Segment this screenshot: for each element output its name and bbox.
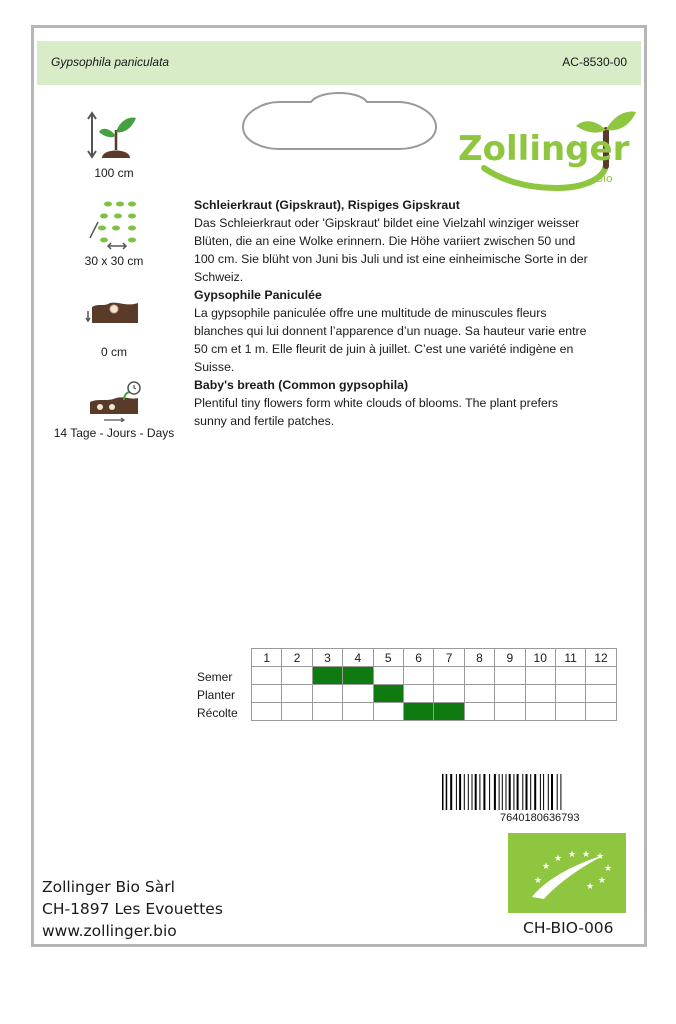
svg-text:★: ★ <box>582 850 591 860</box>
logo-bio-tag: bio <box>596 172 613 185</box>
calendar-cell <box>282 685 312 703</box>
calendar-cell <box>555 703 585 721</box>
plant-height-icon <box>84 110 144 162</box>
barcode-bar <box>479 774 480 810</box>
calendar-month-6: 6 <box>403 649 433 667</box>
calendar-cell <box>525 667 555 685</box>
barcode-bar <box>450 774 452 810</box>
spacing-label: 30 x 30 cm <box>84 254 144 268</box>
calendar-cell <box>252 667 282 685</box>
germination-label: 14 Tage - Jours - Days <box>53 426 175 440</box>
barcode-bar <box>456 774 457 810</box>
barcode-bar <box>543 774 544 810</box>
barcode-image <box>440 774 620 812</box>
barcode-number: 7640180636793 <box>500 812 580 824</box>
germination-time-icon <box>84 380 144 422</box>
barcode-bar <box>551 774 553 810</box>
svg-text:★: ★ <box>534 876 543 886</box>
calendar-cell <box>252 703 282 721</box>
barcode-bar <box>557 774 558 810</box>
calendar-cell <box>312 703 342 721</box>
calendar-month-12: 12 <box>586 649 616 667</box>
calendar-cell <box>495 703 525 721</box>
company-website: www.zollinger.bio <box>42 922 177 940</box>
calendar-row <box>252 703 617 721</box>
certification-code: CH-BIO-006 <box>523 919 614 937</box>
calendar-cell <box>343 685 373 703</box>
spacing-info <box>44 198 184 268</box>
latin-name: Gypsophila paniculata <box>51 55 170 69</box>
depth-info <box>44 293 184 359</box>
barcode-bar <box>522 774 523 810</box>
barcode-bar <box>472 774 473 810</box>
header-bar <box>37 41 641 85</box>
calendar-month-4: 4 <box>343 649 373 667</box>
calendar-month-9: 9 <box>495 649 525 667</box>
description-text-de: Das Schleierkraut oder 'Gipskraut' bildet eine Vielzahl winziger weisser Blüten, die an eine Wolke erinnern. Die Höhe variiert zwischen 50 und 100 cm. Sie blüht von Juni bis Juli und ist eine einheimische Sorte in der Schweiz. <box>194 216 588 284</box>
calendar-cell <box>373 667 403 685</box>
calendar-cell <box>312 685 342 703</box>
eu-organic-leaf-logo <box>508 833 626 913</box>
calendar-month-10: 10 <box>525 649 555 667</box>
calendar-month-8: 8 <box>464 649 494 667</box>
calendar-month-1: 1 <box>252 649 282 667</box>
barcode-bar <box>459 774 461 810</box>
svg-text:★: ★ <box>568 850 577 860</box>
barcode-bar <box>509 774 511 810</box>
logo-wordmark: Zollinger <box>458 129 630 169</box>
description-heading-de: Schleierkraut (Gipskraut), Rispiges Gipskraut <box>194 198 460 212</box>
calendar-cell <box>464 667 494 685</box>
calendar-row <box>252 667 617 685</box>
planting-calendar <box>251 648 617 721</box>
calendar-cell <box>434 667 464 685</box>
company-name: Zollinger Bio Sàrl <box>42 878 175 896</box>
calendar-cell <box>555 685 585 703</box>
article-code: AC-8530-00 <box>562 55 627 69</box>
calendar-month-5: 5 <box>373 649 403 667</box>
svg-text:★: ★ <box>586 882 595 892</box>
company-address <box>42 876 223 942</box>
calendar-cell <box>343 667 373 685</box>
barcode-bar <box>502 774 503 810</box>
barcode-bar <box>534 774 536 810</box>
calendar-cell <box>555 667 585 685</box>
calendar-row-label-harvest: Récolte <box>197 706 238 720</box>
description-heading-fr: Gypsophile Paniculée <box>194 288 322 302</box>
svg-text:★: ★ <box>604 864 613 874</box>
height-info <box>44 110 184 180</box>
barcode-bar <box>468 774 469 810</box>
description-text-en: Plentiful tiny flowers form white clouds of blooms. The plant prefers sunny and fertile patches. <box>194 396 559 428</box>
calendar-cell <box>403 667 433 685</box>
calendar-cell <box>343 703 373 721</box>
calendar-cell <box>403 703 433 721</box>
svg-text:★: ★ <box>542 862 551 872</box>
calendar-cell <box>586 685 616 703</box>
calendar-cell <box>403 685 433 703</box>
plant-spacing-icon <box>84 198 144 250</box>
calendar-cell <box>282 667 312 685</box>
germination-info <box>44 380 184 440</box>
hanger-hole-cloud-icon <box>239 90 439 152</box>
calendar-row <box>252 685 617 703</box>
description-text-fr: La gypsophile paniculée offre une multitude de minuscules fleurs blanches qui lui donnent l’apparence d’un nuage. Sa hauteur varie entre 50 cm et 1 m. Elle fleurit de juin à juillet. C’est une variété indigène en Suisse. <box>194 306 587 374</box>
barcode-bar <box>548 774 549 810</box>
calendar-row-label-sow: Semer <box>197 670 233 684</box>
calendar-cell <box>434 703 464 721</box>
calendar-month-7: 7 <box>434 649 464 667</box>
barcode-bar <box>483 774 485 810</box>
barcode-bar <box>499 774 500 810</box>
barcode-bar <box>506 774 507 810</box>
zollinger-bio-logo <box>456 100 636 200</box>
description-heading-en: Baby's breath (Common gypsophila) <box>194 378 409 392</box>
barcode-bar <box>464 774 465 810</box>
barcode-bar <box>517 774 519 810</box>
company-location: CH-1897 Les Evouettes <box>42 900 223 918</box>
calendar-cell <box>495 667 525 685</box>
barcode-bar <box>513 774 514 810</box>
barcode-bar <box>442 774 444 810</box>
calendar-cell <box>464 685 494 703</box>
barcode-bar <box>540 774 541 810</box>
barcode-bar <box>489 774 490 810</box>
calendar-cell <box>525 703 555 721</box>
barcode-bar <box>530 774 531 810</box>
calendar-row-labels <box>197 668 238 722</box>
height-label: 100 cm <box>94 166 134 180</box>
svg-text:★: ★ <box>554 854 563 864</box>
calendar-month-3: 3 <box>312 649 342 667</box>
seed-packet-back <box>31 25 647 947</box>
calendar-month-11: 11 <box>555 649 585 667</box>
barcode-bar <box>494 774 496 810</box>
calendar-cell <box>586 667 616 685</box>
calendar-cell <box>373 703 403 721</box>
barcode-bar <box>446 774 448 810</box>
calendar-cell <box>434 685 464 703</box>
descriptions <box>194 196 594 430</box>
calendar-cell <box>495 685 525 703</box>
calendar-cell <box>252 685 282 703</box>
barcode-bar <box>475 774 477 810</box>
svg-text:★: ★ <box>598 876 607 886</box>
barcode-bar <box>526 774 528 810</box>
calendar-cell <box>525 685 555 703</box>
calendar-cell <box>373 685 403 703</box>
calendar-cell <box>586 703 616 721</box>
calendar-cell <box>464 703 494 721</box>
barcode-bar <box>560 774 561 810</box>
calendar-header-row <box>252 649 617 667</box>
calendar-month-2: 2 <box>282 649 312 667</box>
calendar-cell <box>312 667 342 685</box>
sowing-depth-icon <box>84 293 144 333</box>
depth-label: 0 cm <box>100 345 127 359</box>
svg-text:★: ★ <box>596 852 605 862</box>
calendar-row-label-plant: Planter <box>197 688 236 702</box>
calendar-cell <box>282 703 312 721</box>
